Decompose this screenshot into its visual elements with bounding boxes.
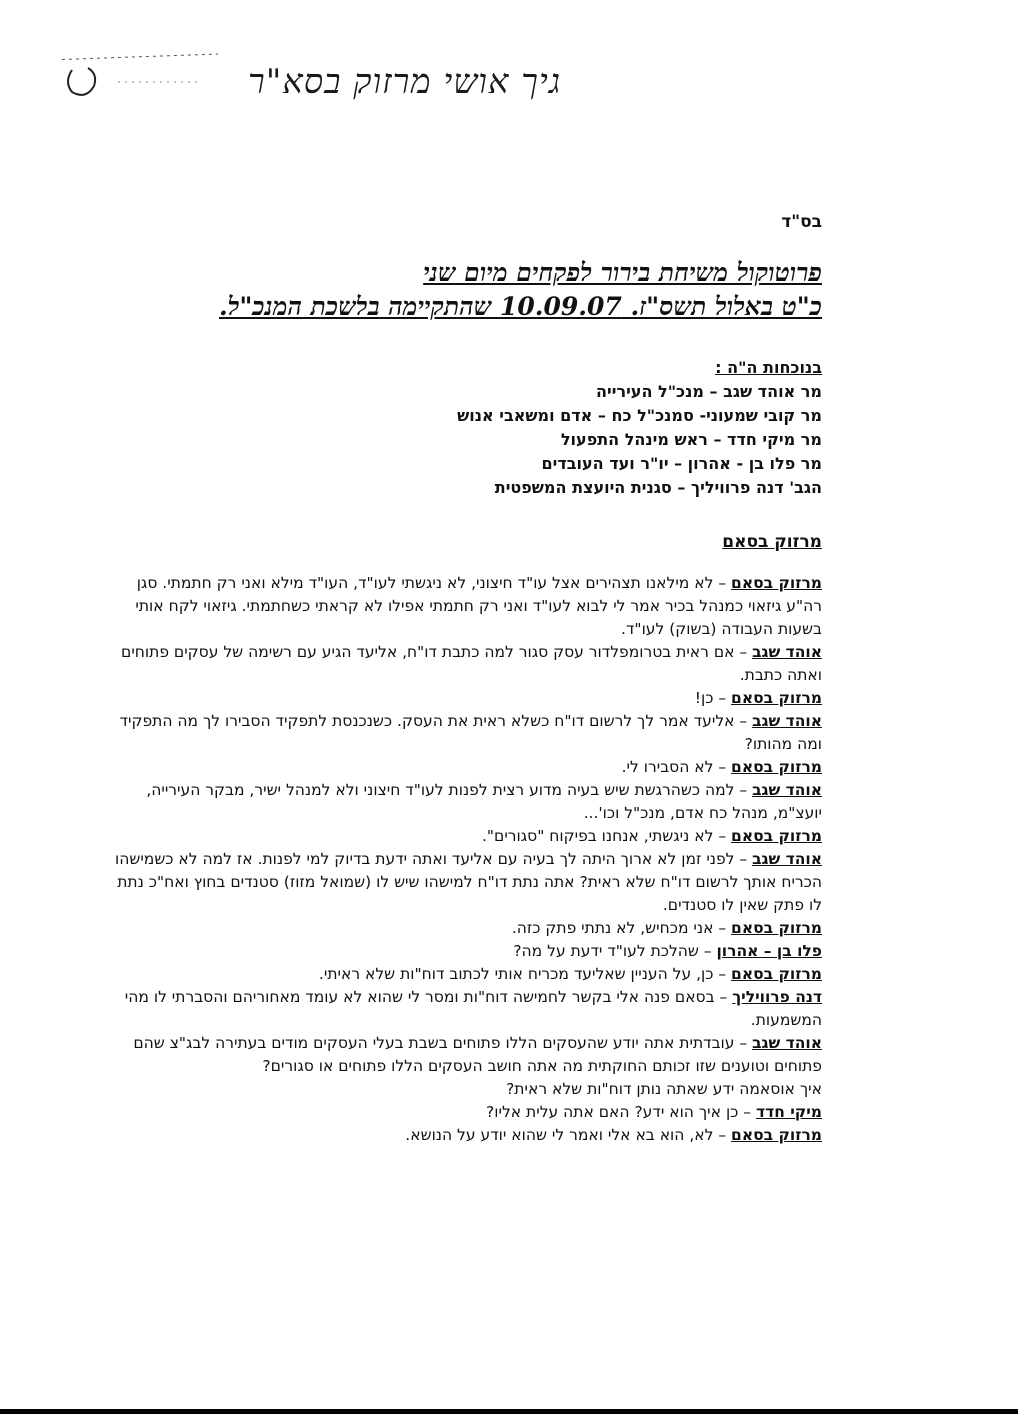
speaker-name: מרזוק בסאם <box>731 574 822 592</box>
speech-text: – בסאם פנה אלי בקשר לחמישה דוח"ות ומסר לי שהוא לא עומד מאחוריהם והסברתי לו מהי המשמעות. <box>124 988 822 1029</box>
speaker-name: מיקי חדד <box>755 1103 822 1121</box>
speaker-name: מרזוק בסאם <box>731 919 822 937</box>
handwritten-note <box>58 52 562 122</box>
speech-text: – לפני זמן לא ארוך היתה לך בעיה עם אליעד ואתה ידעת בדיוק למי לפנות. אז למה לא כשמישהו הכריח אותך לרשום דו"ח שלא ראית? אתה נתת דו"ח למישהו שיש לו (שמואל מזוז) סטנדים בחוץ ואח"כ נתת לו פתק שאין לו סטנדים. <box>115 850 822 914</box>
transcript-turn <box>110 641 822 687</box>
speech-text: – כן! <box>694 689 732 707</box>
transcript-turn <box>110 779 822 825</box>
speaker-name: אוהד שגב <box>752 850 822 868</box>
speaker-name: אוהד שגב <box>752 712 822 730</box>
speech-text: – לא, הוא בא אלי ואמר לי שהוא יודע על הנושא. <box>405 1126 732 1144</box>
transcript-turn <box>110 963 822 986</box>
handwritten-text: גיך אושי מרזוק בסא"ר <box>248 62 562 102</box>
speech-text: – אני מכחיש, לא נתתי פתק כזה. <box>511 919 732 937</box>
speech-text: – למה כשהרגשת שיש בעיה מדוע רצית לפנות לעו"ד חיצוני ולא למנהל ישיר, מבקר העירייה, יועצ"מ, מנהל כח אדם, מנכ"ל וכו'... <box>146 781 822 822</box>
document-title-line2: כ"ט באלול תשס"ז. 10.09.07 שהתקיימה בלשכת המנכ"ל. <box>218 292 822 321</box>
attendee-item: מר אוהד שגב – מנכ"ל העירייה <box>596 382 822 401</box>
transcript-turn <box>110 848 822 917</box>
transcript-turn <box>110 986 822 1032</box>
speech-text: – אם ראית בטרומפלדור עסק סגור למה כתבת דו"ח, אליעד הגיע עם רשימה של עסקים פתוחים ואתה כתבת. <box>121 643 822 684</box>
speaker-name: מרזוק בסאם <box>731 827 822 845</box>
speech-text: – עובדתית אתה יודע שהעסקים הללו פתוחים בשבת בעלי העסקים מודים בעתירה לבג"צ שהם פתוחים וטוענים שזו זכותם החוקתית מה אתה חושב העסקים הללו פתוחים או סגורים? <box>133 1034 822 1075</box>
transcript <box>110 572 822 1147</box>
transcript-turn <box>110 1101 822 1124</box>
speaker-name: דנה פרוויליך <box>732 988 822 1006</box>
transcript-turn <box>110 825 822 848</box>
attendee-item: מר מיקי חדד – ראש מינהל התפעול <box>560 430 822 449</box>
speaker-name: אוהד שגב <box>752 781 822 799</box>
header-mark: בס"ד <box>781 212 822 232</box>
speaker-name: מרזוק בסאם <box>731 758 822 776</box>
speaker-name: מרזוק בסאם <box>731 689 822 707</box>
transcript-turn <box>110 572 822 641</box>
speaker-name: אוהד שגב <box>752 1034 822 1052</box>
document-title-line1: פרוטוקול משיחת בירור לפקחים מיום שני <box>423 258 822 287</box>
transcript-turn <box>110 756 822 779</box>
transcript-turn <box>110 1032 822 1078</box>
speech-text: – שהלכת לעו"ד ידעת על מה? <box>513 942 717 960</box>
speech-text: – אליעד אמר לך לרשום דו"ח כשלא ראית את העסק. כשנכנסת לתפקיד הסבירו לך מה התפקיד ומה מהותו? <box>119 712 822 753</box>
speaker-name: פלו בן – אהרון <box>716 942 822 960</box>
attendees-heading: בנוכחות ה"ה : <box>715 358 822 377</box>
speech-text: – לא מילאנו תצהירים אצל עו"ד חיצוני, לא ניגשתי לעו"ד, העו"ד מילא ואני רק חתמתי. סגן רה"ע גיזאוי כמנהל בכיר אמר לי לבוא לעו"ד ואני רק חתמתי אפילו לא קראתי כשחתמתי. גיזאוי לקח אותי בשעות העבודה (בשוק) לעו"ד. <box>135 574 822 638</box>
transcript-turn <box>110 710 822 756</box>
scan-edge <box>0 1409 1018 1414</box>
transcript-turn <box>110 1078 822 1101</box>
speaker-name: אוהד שגב <box>752 643 822 661</box>
speaker-name: מרזוק בסאם <box>731 965 822 983</box>
speech-text: – לא ניגשתי, אנחנו בפיקוח "סגורים". <box>482 827 732 845</box>
transcript-turn <box>110 940 822 963</box>
speech-text: – כן, על העניין שאליעד מכריח אותי לכתוב דוח"ות שלא ראיתי. <box>318 965 732 983</box>
speech-text: – לא הסבירו לי. <box>621 758 732 776</box>
attendee-item: מר קובי שמעוני- סמנכ"ל כח – אדם ומשאבי אנוש <box>457 406 822 425</box>
transcript-turn <box>110 687 822 710</box>
speaker-name: מרזוק בסאם <box>731 1126 822 1144</box>
transcript-turn <box>110 1124 822 1147</box>
attendee-item: הגב' דנה פרוויליך – סגנית היועצת המשפטית <box>494 478 822 497</box>
speech-text: – כן איך הוא ידע? האם אתה עלית אליו? <box>486 1103 756 1121</box>
attendees-block <box>302 356 822 500</box>
attendee-item: מר פלו בן - אהרון – יו"ר ועד העובדים <box>541 454 822 473</box>
transcript-turn <box>110 917 822 940</box>
section-title: מרזוק בסאם <box>722 532 822 552</box>
speech-text: איך אוסאמה ידע שאתה נותן דוח"ות שלא ראית? <box>506 1080 822 1098</box>
